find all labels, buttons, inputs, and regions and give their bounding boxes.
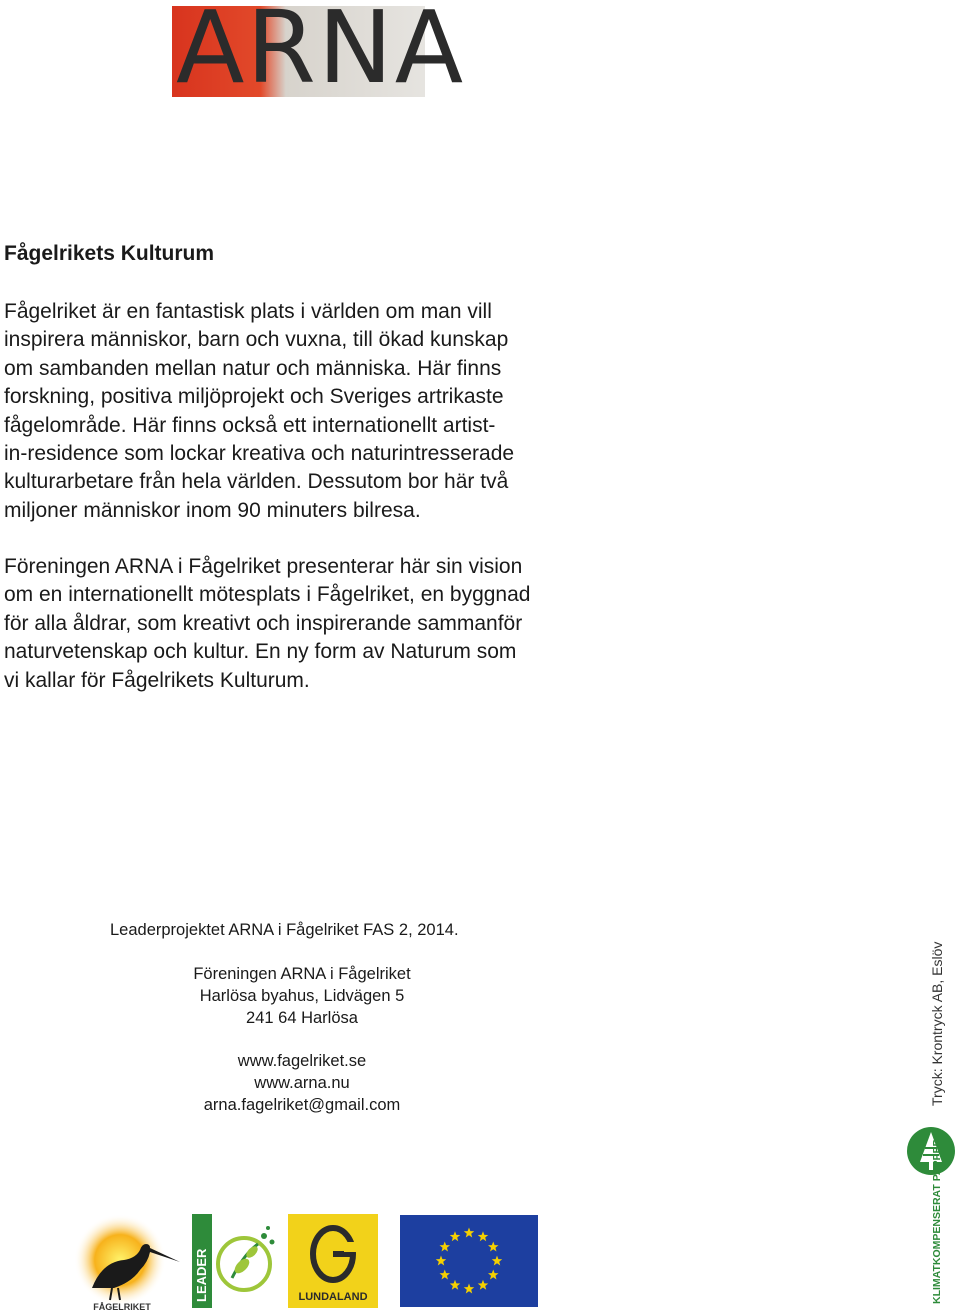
arna-logo-text: ARNA bbox=[176, 0, 466, 106]
contact-org: Föreningen ARNA i Fågelriket bbox=[193, 965, 411, 983]
lundaland-logo bbox=[288, 1214, 378, 1308]
vision-paragraph bbox=[4, 553, 644, 695]
paragraph-line: in-residence som lockar kreativa och naturintresserade bbox=[4, 442, 515, 466]
print-note: Tryck: Krontryck AB, Eslöv bbox=[929, 941, 945, 1106]
paragraph-line: vi kallar för Fågelrikets Kulturum. bbox=[4, 668, 310, 692]
fagelriket-logo bbox=[62, 1210, 182, 1312]
page-title: Fågelrikets Kulturum bbox=[4, 242, 215, 265]
paragraph-line: Fågelriket är en fantastisk plats i världen om man vill bbox=[4, 300, 492, 323]
email-link[interactable]: arna.fagelriket@gmail.com bbox=[203, 1095, 401, 1114]
contact-block bbox=[122, 964, 482, 1117]
paragraph-line: kulturarbetare från hela världen. Dessutom bor här två bbox=[4, 470, 509, 494]
intro-paragraph bbox=[4, 298, 644, 525]
leader-logo-label: LEADER bbox=[194, 1248, 209, 1302]
contact-spacer bbox=[122, 1029, 482, 1051]
leader-logo bbox=[192, 1214, 287, 1308]
paragraph-line: fågelområde. Här finns också ett internationellt artist- bbox=[4, 413, 496, 437]
sun-icon bbox=[74, 1214, 166, 1306]
contact-postal: 241 64 Harlösa bbox=[246, 1008, 358, 1027]
leader-project-line: Leaderprojektet ARNA i Fågelriket FAS 2, 2014. bbox=[110, 921, 459, 939]
paragraph-line: för alla åldrar, som kreativt och inspirerande sammanför bbox=[4, 611, 523, 635]
website-link-arna[interactable]: www.arna.nu bbox=[254, 1073, 350, 1092]
paragraph-line: miljoner människor inom 90 minuters bilresa. bbox=[4, 498, 421, 522]
lundaland-logo-label: LUNDALAND bbox=[298, 1291, 368, 1303]
klimat-badge-label: KLIMATKOMPENSERAT PAPPER bbox=[931, 1138, 943, 1304]
paragraph-line: inspirera människor, barn och vuxna, till ökad kunskap bbox=[4, 328, 509, 352]
paragraph-line: om sambanden mellan natur och människa. Här finns bbox=[4, 356, 502, 380]
eu-flag bbox=[400, 1215, 538, 1307]
contact-address: Harlösa byahus, Lidvägen 5 bbox=[199, 986, 405, 1005]
fagelriket-logo-label: FÅGELRIKET bbox=[93, 1302, 151, 1312]
paragraph-line: forskning, positiva miljöprojekt och Sveriges artrikaste bbox=[4, 385, 504, 409]
partner-logos bbox=[0, 1200, 560, 1315]
paragraph-line: naturvetenskap och kultur. En ny form av Naturum som bbox=[4, 640, 517, 664]
climate-compensated-paper-badge bbox=[906, 1118, 956, 1306]
paragraph-line: Föreningen ARNA i Fågelriket presenterar här sin vision bbox=[4, 555, 523, 578]
arna-logo bbox=[172, 0, 466, 106]
website-link-fagelriket[interactable]: www.fagelriket.se bbox=[237, 1052, 367, 1071]
paragraph-line: om en internationellt mötesplats i Fågelriket, en byggnad bbox=[4, 583, 531, 607]
